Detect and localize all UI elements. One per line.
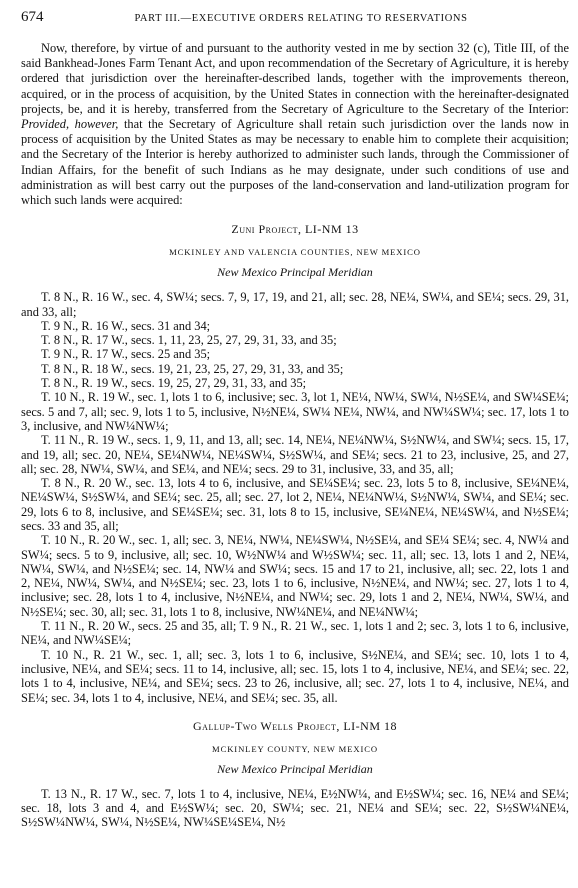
project-title: Gallup-Two Wells Project, LI-NM 18: [193, 718, 397, 733]
project-section: [21, 719, 569, 830]
project-meridian: New Mexico Principal Meridian: [217, 761, 373, 776]
tract-entry: T. 10 N., R. 20 W., sec. 1, all; sec. 3, NE¼, NW¼, NE¼SW¼, N½SE¼, and SE¼ SE¼; sec. 4, NW¼ and SW¼; secs. 5 to 9, inclusive, all; sec. 10, W½NW¼ and W½SW¼; sec. 11, all; sec. 13, lots 1 and 2, NE¼, NW¼, SW¼, and N½SE¼; sec. 14, NW¼ and SW¼; secs. 15 and 17 to 21, inclusive, all; sec. 22, lots 1 and 2, NE¼, NW¼, SW¼, and N½SE¼; sec. 23, lots 1 to 6, inclusive, N½NE¼, and NW¼; sec. 27, lots 1 to 4, inclusive; sec. 28, lots 1 to 4, inclusive, N½NE¼, and NW¼; sec. 29, lots 1 and 2, NE¼, NW¼, SW¼, and N½SE¼; sec. 30, all; sec. 31, lots 1 to 8, inclusive, NW¼NE¼, and NE¼NW¼;: [21, 533, 569, 619]
tract-entry: T. 8 N., R. 18 W., secs. 19, 21, 23, 25, 27, 29, 31, 33, and 35;: [41, 361, 344, 376]
tract-entry: T. 8 N., R. 20 W., sec. 13, lots 4 to 6, inclusive, and SE¼SE¼; sec. 23, lots 5 to 8, inclusive, SE¼NE¼, NE¼SW¼, S½SW¼, and SE¼; sec. 25, all; sec. 27, lot 2, NE¼, NE¼NW¼, S½NW¼, SW¼, and SE¼; sec. 29, lots 6 to 8, inclusive, and SE¼SE¼; sec. 31, lots 8 to 15, inclusive, SE¼NE¼, NE¼SW¼, and N½SE¼; secs. 33 and 35, all;: [21, 476, 569, 533]
project-meridian: New Mexico Principal Meridian: [217, 265, 373, 280]
project-counties: MCKINLEY AND VALENCIA COUNTIES, NEW MEXICO: [169, 247, 421, 258]
tract-entry: T. 11 N., R. 19 W., secs. 1, 9, 11, and 13, all; sec. 14, NE¼, NE¼NW¼, S½NW¼, and SW¼; secs. 15, 17, and 19, all; sec. 20, NE¼, SE¼NW¼, NE¼SW¼, S½SW¼, and SE¼; secs. 21 to 23, inclusive, 25, and 27, all; sec. 28, NW¼, SW¼, and SE¼, and NE¼; secs. 29 to 31, inclusive, 33, and 35, all;: [21, 433, 569, 476]
project-section: [21, 222, 569, 705]
tract-entry: T. 10 N., R. 19 W., sec. 1, lots 1 to 6, inclusive; sec. 3, lot 1, NE¼, NW¼, SW¼, N½SE¼, and SW¼SE¼; secs. 5 and 7, all; sec. 9, lots 1 to 5, inclusive, N½NE¼, SW¼ NE¼, NW¼, and NW¼SW¼; sec. 17, lots 1 to 3, inclusive, and NW¼NW¼;: [21, 390, 569, 433]
tract-entry: T. 9 N., R. 17 W., secs. 25 and 35;: [41, 347, 211, 362]
intro-text: Now, therefore, by virtue of and pursuant to the authority vested in me by section 32 (c), Title III, of the said Bankhead-Jones Farm Tenant Act, and upon recommendation of the Secretary of Agriculture, it is hereby ordered that jurisdiction over the hereinafter-described lands, together with the improvements thereon, acquired, or in the process of acquisition, by the United States in connection with the hereinafter-designated projects, be, and it is hereby, transferred from the Secretary of Agriculture to the Secretary of the Interior:: [21, 41, 569, 116]
intro-paragraph: [21, 41, 569, 208]
document-page: [21, 9, 569, 830]
tract-entry: T. 8 N., R. 17 W., secs. 1, 11, 23, 25, 27, 29, 31, 33, and 35;: [41, 333, 337, 348]
page-header: [21, 9, 569, 31]
page-number: 674: [21, 9, 44, 25]
tract-entry: T. 10 N., R. 21 W., sec. 1, all; sec. 3, lots 1 to 6, inclusive, S½NE¼, and SE¼; sec. 10, lots 1 to 4, inclusive, NE¼, and SE¼; secs. 11 to 14, inclusive, all; sec. 15, lots 1 to 4, inclusive, NE¼, and SE¼; sec. 22, lots 1 to 4, inclusive, NE¼, and SE¼; secs. 23 to 26, inclusive, all; sec. 27, lots 1 to 4, inclusive, NE¼, and SE¼; sec. 34, lots 1 to 4, inclusive, NE¼, and SE¼; sec. 35, all.: [21, 647, 569, 705]
project-title: Zuni Project, LI-NM 13: [231, 222, 359, 237]
running-head: PART III.—EXECUTIVE ORDERS RELATING TO RESERVATIONS: [134, 13, 468, 24]
intro-text-after: that the Secretary of Agriculture shall retain such jurisdiction over the lands now in process of acquisition by the United States as may be necessary to enable him to complete their acquisition; and the Secretary of the Interior is hereby authorized to administer such lands, through the Commissioner of Indian Affairs, for the benefit of such Indians as he may designate, under such conditions of use and administration as will best carry out the purposes of the land-conservation and land-utilization program for which such lands were acquired:: [21, 117, 569, 208]
intro-proviso: Provided, however,: [21, 117, 119, 132]
project-counties: MCKINLEY COUNTY, NEW MEXICO: [212, 743, 378, 754]
tract-entry: T. 9 N., R. 16 W., secs. 31 and 34;: [41, 318, 211, 333]
tract-entry: T. 8 N., R. 16 W., sec. 4, SW¼; secs. 7, 9, 17, 19, and 21, all; sec. 28, NE¼, SW¼, and SE¼; secs. 29, 31, and 33, all;: [21, 290, 569, 319]
tract-entry: T. 8 N., R. 19 W., secs. 19, 25, 27, 29, 31, 33, and 35;: [41, 376, 307, 391]
tract-entry: T. 13 N., R. 17 W., sec. 7, lots 1 to 4, inclusive, NE¼, E½NW¼, and E½SW¼; sec. 16, NE¼ and SE¼; sec. 18, lots 3 and 4, and E½SW¼; sec. 20, SW¼; sec. 21, NE¼ and SE¼; sec. 22, S½SW¼NE¼, S½SW¼NW¼, SW¼, N½SE¼, NW¼SE¼SE¼, N½: [21, 786, 569, 830]
tract-entry: T. 11 N., R. 20 W., secs. 25 and 35, all; T. 9 N., R. 21 W., sec. 1, lots 1 and 2; sec. 3, lots 1 to 6, inclusive, NE¼, and NW¼SE¼;: [21, 619, 569, 648]
